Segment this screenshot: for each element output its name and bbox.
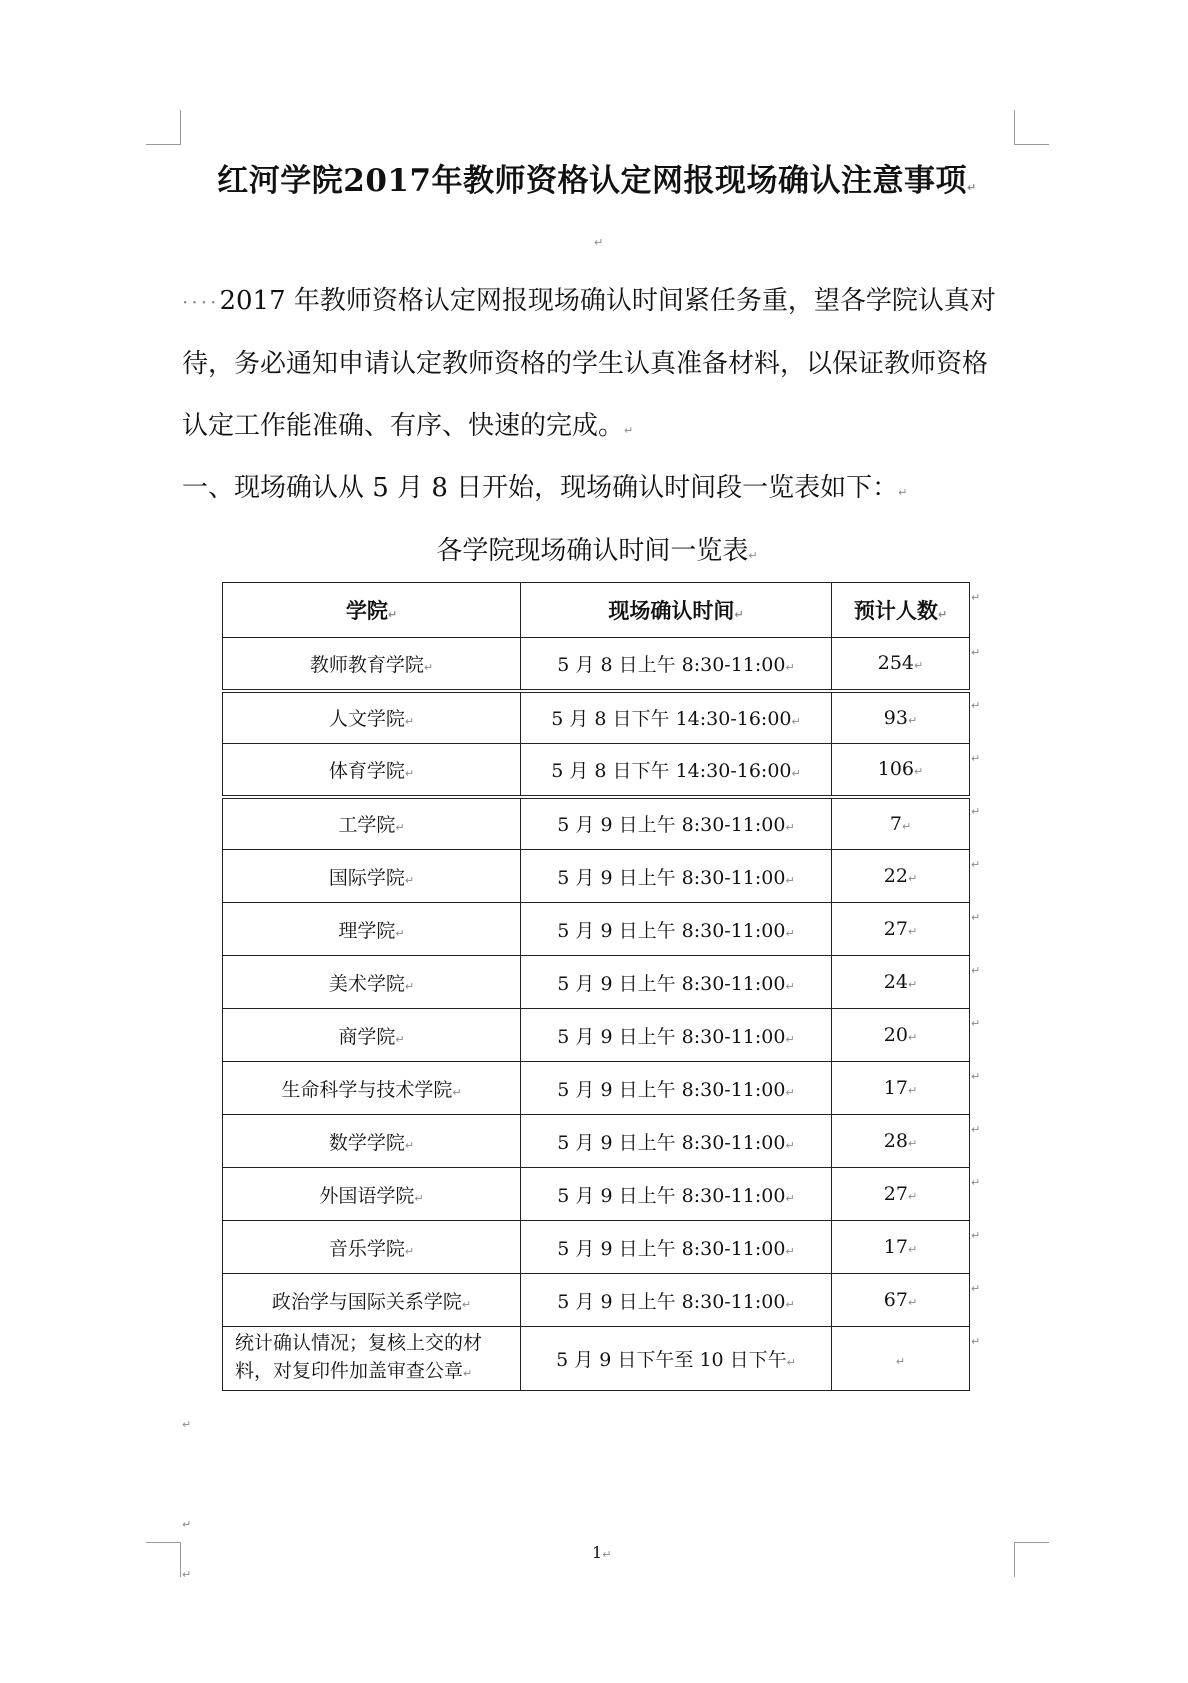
row-end-mark: ↵ (971, 857, 981, 871)
paragraph-mark: ↵ (907, 1243, 918, 1256)
cell-college: 音乐学院↵ (223, 1221, 521, 1274)
paragraph-mark: ↵ (404, 873, 415, 887)
row-end-mark: ↵ (971, 698, 981, 712)
cell-expected-count: 254↵ (832, 638, 970, 691)
cell-expected-count (832, 1327, 970, 1391)
paragraph-mark: ↵ (914, 659, 924, 673)
row-end-mark: ↵ (971, 804, 981, 818)
cell-confirm-time: 5 月 9 日上午 8:30-11:00↵ (521, 903, 832, 956)
row-end-mark: ↵ (971, 1281, 981, 1295)
cell-college: 理学院↵ (223, 903, 521, 956)
cell-confirm-time: 5 月 9 日上午 8:30-11:00↵ (521, 1221, 832, 1274)
cell-confirm-time: 5 月 9 日上午 8:30-11:00↵ (521, 1168, 832, 1221)
paragraph-mark: ↵ (786, 1356, 796, 1369)
paragraph-mark: ↵ (791, 715, 801, 729)
paragraph-mark: ↵ (404, 766, 415, 780)
paragraph-mark: ↵ (182, 1568, 192, 1581)
paragraph-mark: ↵ (907, 1084, 918, 1097)
paragraph-mark: ↵ (785, 1032, 795, 1046)
table-row (223, 691, 970, 744)
cell-college: 商学院↵ (223, 1009, 521, 1062)
table-row (223, 956, 970, 1009)
paragraph-mark: ↵ (967, 181, 977, 194)
cell-expected-count: 93↵ (832, 691, 970, 744)
crop-mark-top-right (1014, 110, 1049, 145)
table-row (223, 1062, 970, 1115)
paragraph-mark: ↵ (395, 926, 405, 940)
cell-college: 体育学院↵ (223, 744, 521, 797)
paragraph-mark: ↵ (785, 1191, 795, 1205)
cell-confirm-time: 5 月 8 日上午 8:30-11:00↵ (521, 638, 832, 691)
cell-confirm-time: 5 月 9 日下午至 10 日下午↵ (521, 1327, 832, 1391)
cell-college: 美术学院↵ (223, 956, 521, 1009)
table-row (223, 1168, 970, 1221)
paragraph-mark: ↵ (182, 1418, 192, 1431)
intro-text: 2017 年教师资格认定网报现场确认时间紧任务重，望各学院认真对待，务必通知申请认定教师资格的学生认真准备材料，以保证教师资格认定工作能准确、有序、快速的完成。 (182, 286, 996, 441)
paragraph-mark: ↵ (624, 424, 634, 437)
header-confirm-time: 现场确认时间↵ (521, 583, 832, 638)
cell-college: 生命科学与技术学院↵ (223, 1062, 521, 1115)
paragraph-mark: ↵ (404, 979, 415, 993)
row-end-mark: ↵ (971, 1016, 981, 1030)
paragraph-mark: ↵ (423, 660, 434, 674)
page-number: 1↵ (592, 1543, 612, 1562)
cell-college: 人文学院↵ (223, 691, 521, 744)
cell-expected-count: 28↵ (832, 1115, 970, 1168)
cell-confirm-time: 5 月 9 日上午 8:30-11:00↵ (521, 1062, 832, 1115)
paragraph-mark: ↵ (182, 1518, 192, 1531)
paragraph-mark: ↵ (414, 1191, 424, 1205)
paragraph-mark: ↵ (907, 925, 918, 938)
cell-confirm-time: 5 月 9 日上午 8:30-11:00↵ (521, 1009, 832, 1062)
crop-mark-bottom-left (146, 1542, 181, 1577)
cell-expected-count: 106↵ (832, 744, 970, 797)
paragraph-mark: ↵ (785, 873, 795, 887)
paragraph-mark: ↵ (785, 979, 795, 993)
cell-expected-count: 17↵ (832, 1221, 970, 1274)
paragraph-mark: ↵ (452, 1085, 462, 1099)
cell-confirm-time: 5 月 9 日上午 8:30-11:00↵ (521, 1274, 832, 1327)
row-end-mark: ↵ (971, 1334, 981, 1348)
crop-mark-top-left (146, 110, 181, 145)
paragraph-mark: ↵ (404, 1138, 415, 1152)
table-row (223, 1115, 970, 1168)
header-college: 学院↵ (223, 583, 521, 638)
cell-college: 数学学院↵ (223, 1115, 521, 1168)
paragraph-mark: ↵ (895, 1354, 906, 1368)
table-caption (182, 530, 1012, 567)
paragraph-mark: ↵ (785, 926, 795, 940)
paragraph-mark: ↵ (791, 766, 801, 780)
paragraph-mark: ↵ (907, 1190, 918, 1203)
paragraph-mark: ↵ (785, 660, 795, 674)
cell-confirm-time: 5 月 9 日上午 8:30-11:00↵ (521, 797, 832, 850)
cell-expected-count: 7↵ (832, 797, 970, 850)
table-row (223, 1221, 970, 1274)
paragraph-mark: ↵ (461, 1297, 472, 1311)
intro-paragraph (182, 270, 1012, 462)
cell-college: 政治学与国际关系学院↵ (223, 1274, 521, 1327)
cell-college: 工学院↵ (223, 797, 521, 850)
table-row (223, 1327, 970, 1391)
table-row (223, 797, 970, 850)
paragraph-mark: ↵ (907, 1296, 918, 1309)
section-heading-1-text: 一、现场确认从 5 月 8 日开始，现场确认时间段一览表如下： (182, 473, 899, 503)
cell-expected-count: 67↵ (832, 1274, 970, 1327)
paragraph-mark: ↵ (907, 713, 918, 727)
cell-expected-count: 27↵ (832, 1168, 970, 1221)
table-row (223, 638, 970, 691)
row-end-mark: ↵ (971, 751, 981, 765)
paragraph-mark: ↵ (785, 1138, 795, 1152)
paragraph-mark: ↵ (785, 821, 795, 835)
document-title-text: 红河学院2017年教师资格认定网报现场确认注意事项 (217, 163, 968, 199)
table-caption-text: 各学院现场确认时间一览表 (436, 536, 749, 566)
paragraph-mark: ↵ (914, 765, 924, 779)
table-row (223, 903, 970, 956)
row-end-mark: ↵ (971, 645, 981, 659)
row-end-mark: ↵ (971, 590, 981, 604)
table-header-row (223, 583, 970, 638)
paragraph-mark: ↵ (785, 1297, 795, 1311)
paragraph-mark: ↵ (395, 1032, 405, 1046)
table-row (223, 1009, 970, 1062)
cell-college: 教师教育学院↵ (223, 638, 521, 691)
paragraph-mark: ↵ (907, 872, 918, 885)
paragraph-mark: ↵ (907, 1031, 918, 1044)
cell-confirm-time: 5 月 9 日上午 8:30-11:00↵ (521, 850, 832, 903)
paragraph-mark: ↵ (594, 236, 604, 249)
document-title (180, 155, 1014, 200)
cell-expected-count: 22↵ (832, 850, 970, 903)
cell-college: 外国语学院↵ (223, 1168, 521, 1221)
row-end-mark: ↵ (971, 963, 981, 977)
cell-expected-count: 24↵ (832, 956, 970, 1009)
cell-confirm-time: 5 月 9 日上午 8:30-11:00↵ (521, 956, 832, 1009)
table-row (223, 1274, 970, 1327)
paragraph-mark: ↵ (907, 1137, 918, 1150)
row-end-mark: ↵ (971, 1122, 981, 1136)
cell-college: 统计确认情况；复核上交的材料，对复印件加盖审查公章↵ (223, 1327, 521, 1391)
paragraph-mark: ↵ (907, 978, 918, 991)
section-heading-1 (182, 457, 1012, 524)
crop-mark-bottom-right (1014, 1542, 1049, 1577)
paragraph-mark: ↵ (785, 1244, 795, 1258)
paragraph-mark: ↵ (785, 1085, 795, 1099)
cell-confirm-time: 5 月 8 日下午 14:30-16:00↵ (521, 744, 832, 797)
indent-dots: ···· (182, 290, 220, 314)
table-row (223, 850, 970, 903)
cell-confirm-time: 5 月 9 日上午 8:30-11:00↵ (521, 1115, 832, 1168)
paragraph-mark: ↵ (395, 821, 405, 835)
cell-college: 国际学院↵ (223, 850, 521, 903)
paragraph-mark: ↵ (404, 1244, 415, 1258)
paragraph-mark: ↵ (898, 486, 908, 499)
paragraph-mark: ↵ (463, 1367, 473, 1380)
paragraph-mark: ↵ (404, 715, 415, 729)
paragraph-mark: ↵ (901, 819, 912, 833)
cell-expected-count: 20↵ (832, 1009, 970, 1062)
paragraph-mark: ↵ (748, 549, 758, 562)
cell-expected-count: 17↵ (832, 1062, 970, 1115)
row-end-mark: ↵ (971, 1228, 981, 1242)
cell-confirm-time: 5 月 8 日下午 14:30-16:00↵ (521, 691, 832, 744)
row-end-mark: ↵ (971, 1069, 981, 1083)
cell-expected-count: 27↵ (832, 903, 970, 956)
row-end-mark: ↵ (971, 910, 981, 924)
confirmation-schedule-table (222, 582, 970, 1391)
row-end-mark: ↵ (971, 1175, 981, 1189)
table-row (223, 744, 970, 797)
header-expected-count: 预计人数↵ (832, 583, 970, 638)
